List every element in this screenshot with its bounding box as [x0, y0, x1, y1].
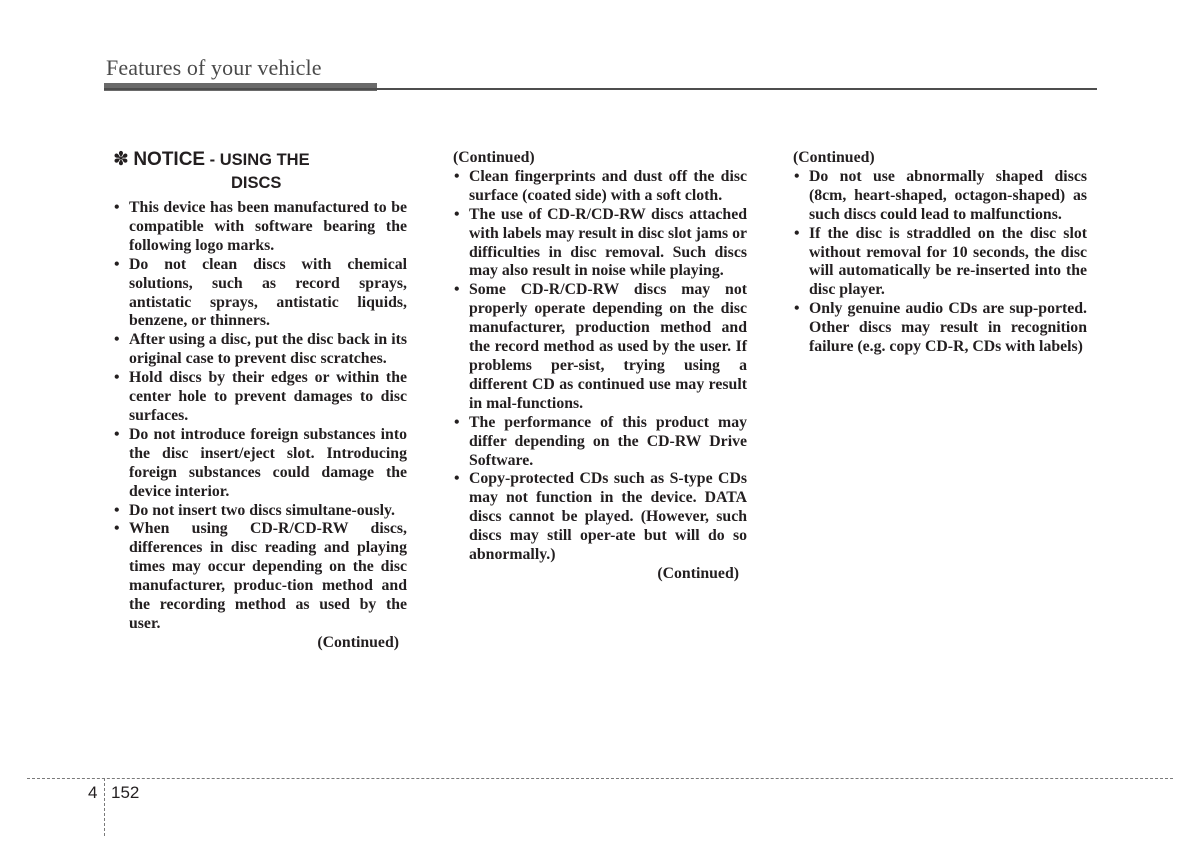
list-item: • When using CD-R/CD-RW discs, differences in disc reading and playing times may occur depending on the disc manufacturer, produc-tion method and the recording method as used by the user.: [113, 520, 407, 633]
list-item: • Do not use abnormally shaped discs (8cm, heart-shaped, octagon-shaped) as such discs could lead to malfunctions.: [793, 168, 1087, 225]
list-item: • The performance of this product may differ depending on the CD-RW Drive Software.: [453, 414, 747, 471]
text-column-2: [453, 149, 747, 584]
list-item: • Only genuine audio CDs are sup-ported. Other discs may result in recognition failure (e.g. copy CD-R, CDs with labels): [793, 300, 1087, 357]
section-title: Features of your vehicle: [106, 55, 322, 80]
footer-divider: [104, 778, 105, 836]
notice-subtitle-line2: DISCS: [231, 174, 282, 192]
continued-label: (Continued): [317, 633, 399, 651]
bullet-list: [793, 168, 1087, 357]
list-item: • Do not introduce foreign substances into the disc insert/eject slot. Introducing foreign substances could damage the device interior.: [113, 426, 407, 502]
list-item: • If the disc is straddled on the disc slot without removal for 10 seconds, the disc will automatically be re-inserted into the disc player.: [793, 225, 1087, 301]
continued-label: (Continued): [657, 564, 739, 582]
continued-header: (Continued): [793, 149, 875, 166]
list-item: • This device has been manufactured to be compatible with software bearing the following logo marks.: [113, 199, 407, 256]
bullet-list: [113, 199, 407, 634]
chapter-number: 4: [88, 783, 98, 802]
list-item: • The use of CD-R/CD-RW discs attached with labels may result in disc slot jams or difficulties in disc removal. Such discs may also result in noise while playing.: [453, 206, 747, 282]
list-item: • After using a disc, put the disc back in its original case to prevent disc scratches.: [113, 331, 407, 369]
continued-header: (Continued): [453, 149, 535, 166]
list-item: • Copy-protected CDs such as S-type CDs may not function in the device. DATA discs cannot be played. (However, such discs may still oper-ate but will do so abnormally.): [453, 470, 747, 565]
list-item: • Do not insert two discs simultane-ously.: [113, 502, 407, 521]
notice-symbol-icon: ✽: [113, 149, 129, 170]
page-number: 152: [111, 783, 140, 802]
list-item: • Do not clean discs with chemical solutions, such as record sprays, antistatic sprays, antistatic liquids, benzene, or thinners.: [113, 256, 407, 332]
list-item: • Some CD-R/CD-RW discs may not properly operate depending on the disc manufacturer, production method and the record method as used by the user. If problems per-sist, trying using a different CD as continued use may result in mal-functions.: [453, 281, 747, 413]
notice-word: NOTICE: [133, 149, 206, 170]
list-item: • Hold discs by their edges or within the center hole to prevent damages to disc surfaces.: [113, 369, 407, 426]
bullet-list: [453, 168, 747, 565]
header-rule: [104, 88, 1097, 90]
notice-subtitle-line1: - USING THE: [205, 151, 310, 169]
footer-rule: [27, 778, 1173, 779]
list-item: • Clean fingerprints and dust off the disc surface (coated side) with a soft cloth.: [453, 168, 747, 206]
text-column-3: [793, 149, 1087, 357]
text-column-1: [113, 149, 407, 653]
notice-heading: [113, 149, 407, 194]
